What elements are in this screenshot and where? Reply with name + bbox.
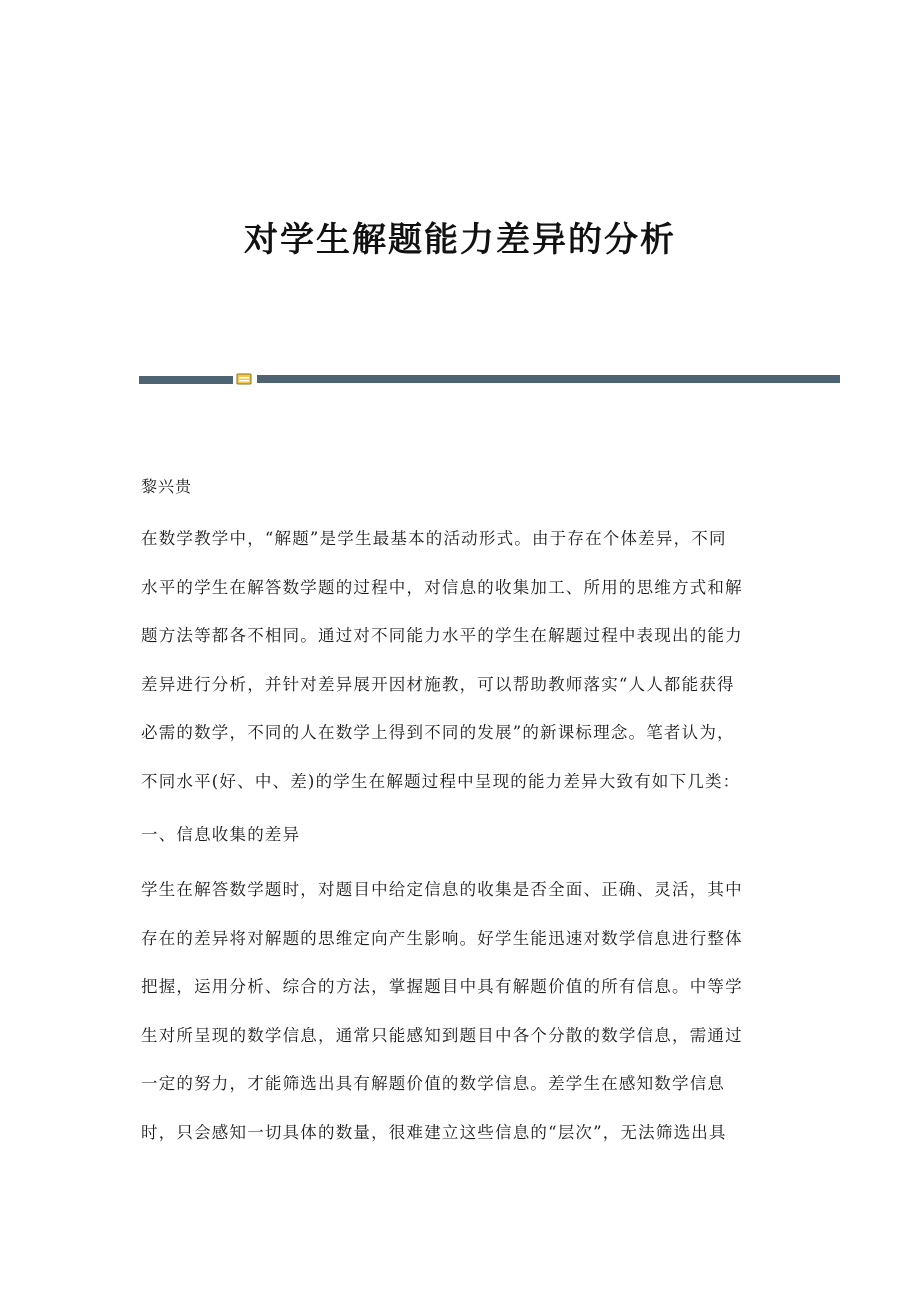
title-rule-right — [257, 375, 840, 383]
paragraph-line: 生对所呈现的数学信息，通常只能感知到题目中各个分散的数学信息，需通过 — [141, 1025, 743, 1045]
paragraph-intro — [141, 515, 781, 806]
paragraph-line: 时，只会感知一切具体的数量，很难建立这些信息的“层次”，无法筛选出具 — [141, 1122, 727, 1142]
author-name: 黎兴贵 — [141, 477, 193, 496]
paragraph-line: 一定的努力，才能筛选出具有解题价值的数学信息。差学生在感知数学信息 — [141, 1074, 726, 1093]
paragraph-line: 必需的数学，不同的人在数学上得到不同的发展”的新课标理念。笔者认为， — [141, 723, 735, 742]
paragraph-line: 学生在解答数学题时，对题目中给定信息的收集是否全面、正确、灵活，其中 — [141, 880, 743, 899]
document-title: 对学生解题能力差异的分析 — [244, 220, 676, 260]
paragraph-line: 题方法等都各不相同。通过对不同能力水平的学生在解题过程中表现出的能力 — [141, 626, 743, 645]
section-heading: 一、信息收集的差异 — [141, 825, 301, 844]
title-rule-left — [139, 376, 233, 384]
paragraph-line: 不同水平(好、中、差)的学生在解题过程中呈现的能力差异大致有如下几类： — [141, 771, 741, 791]
document-divider-icon — [236, 373, 252, 385]
paragraph-info-collection — [141, 866, 781, 1157]
paragraph-line: 在数学教学中，“解题”是学生最基本的活动形式。由于存在个体差异，不同 — [141, 529, 727, 548]
paragraph-line: 存在的差异将对解题的思维定向产生影响。好学生能迅速对数学信息进行整体 — [141, 928, 743, 948]
paragraph-line: 水平的学生在解答数学题的过程中，对信息的收集加工、所用的思维方式和解 — [141, 577, 743, 597]
paragraph-line: 把握，运用分析、综合的方法，掌握题目中具有解题价值的所有信息。中等学 — [141, 977, 743, 996]
paragraph-line: 差异进行分析，并针对差异展开因材施教，可以帮助教师落实“人人都能获得 — [141, 674, 735, 694]
